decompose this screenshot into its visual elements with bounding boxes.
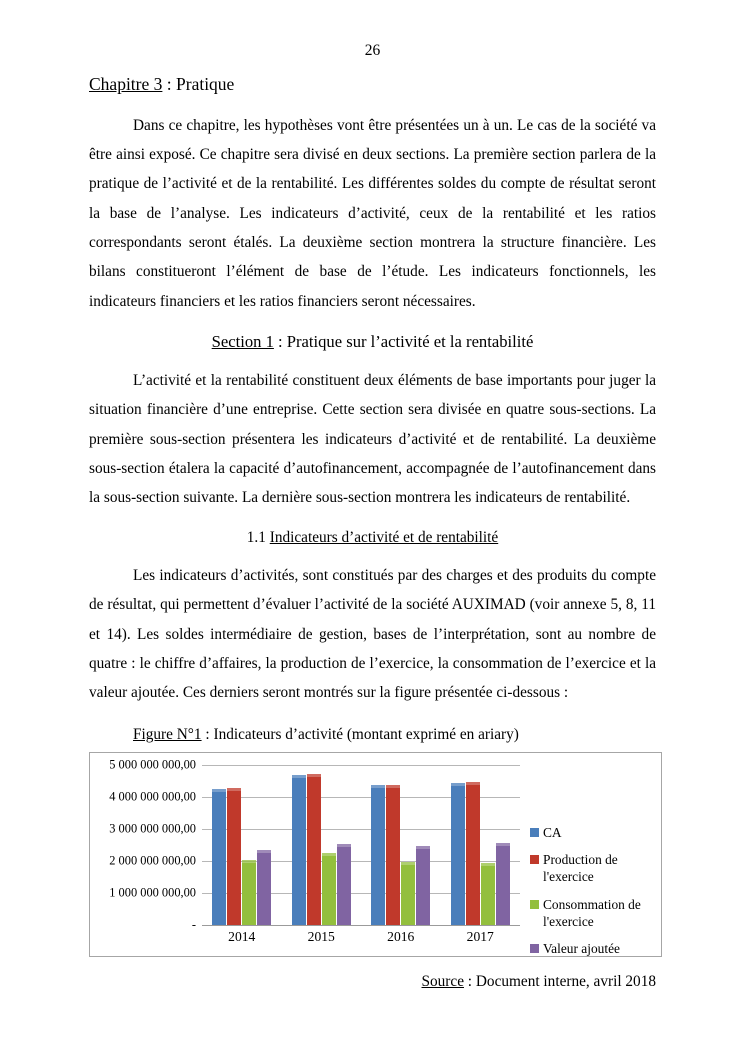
chart-bar-top: [292, 775, 306, 778]
chart-legend-swatch: [530, 944, 539, 953]
chart-legend-label: Production de l'exercice: [543, 852, 618, 885]
chart-y-tick-label: 3 000 000 000,00: [109, 821, 196, 836]
chart-bar-top: [227, 788, 241, 791]
chart-legend-swatch: [530, 900, 539, 909]
chart-legend-item: [530, 941, 658, 958]
chart-bar: [481, 866, 495, 925]
figure-caption: [133, 726, 656, 744]
paragraph-intro: Dans ce chapitre, les hypothèses vont être présentées un à un. Le cas de la société va être ainsi exposé. Ce chapitre sera divisé en deux sections. La première section parlera de la pratique de l’activité et de la rentabilité. Les différentes soldes du compte de résultat seront la base de l’analyse. Les indicateurs d’activité, ceux de la rentabilité et les ratios correspondants seront étalés. La deuxième section montrera la structure financière. Les bilans constitueront l’élément de base de l’étude. Les indicateurs fonctionnels, les indicateurs financiers et les ratios financiers seront nécessaires.: [89, 116, 656, 310]
chart-bar-group: [282, 765, 362, 925]
source-line: [89, 973, 656, 991]
page-number: 26: [364, 42, 381, 59]
chart-bar-top: [322, 853, 336, 856]
section-title-rest: : Pratique sur l’activité et la rentabilité: [273, 332, 534, 352]
chart-bar: [307, 777, 321, 925]
subsection-number: 1.1: [246, 528, 270, 546]
chart-bar-top: [496, 843, 510, 846]
chart-x-label: 2015: [307, 928, 335, 944]
section-title: [89, 332, 656, 352]
chart-x-label: 2017: [466, 928, 494, 944]
section-title-underlined: Section 1: [211, 332, 274, 352]
figure-caption-label: Figure N°1: [133, 725, 202, 743]
chapter-title-rest: : Pratique: [162, 74, 235, 94]
chart-legend-swatch: [530, 855, 539, 864]
chart-bar-top: [257, 850, 271, 853]
chart-bar: [386, 788, 400, 925]
chart-bar: [242, 863, 256, 925]
chart-bar: [416, 849, 430, 925]
chart-bar-top: [451, 783, 465, 786]
chart-legend: [530, 825, 658, 970]
chapter-title: [89, 72, 656, 97]
chart-bar: [212, 792, 226, 925]
source-label: Source: [421, 972, 464, 990]
chart-bar: [227, 791, 241, 925]
chart-x-label: 2014: [228, 928, 256, 944]
subsection-title: [89, 529, 656, 547]
chart-bar-group: [361, 765, 441, 925]
chart-x-axis-labels: [202, 929, 520, 949]
chart-bar: [451, 786, 465, 925]
chart-bar-top: [481, 863, 495, 866]
chapter-title-underlined: Chapitre 3: [89, 74, 163, 94]
chart-bar: [257, 853, 271, 925]
chart-bar-top: [307, 774, 321, 777]
figure-chart: [89, 752, 662, 957]
chart-bar: [292, 778, 306, 925]
chart-bar: [337, 847, 351, 925]
chart-bar-top: [212, 789, 226, 792]
chart-bar: [401, 865, 415, 925]
chart-bar: [496, 846, 510, 925]
chart-bar-top: [466, 782, 480, 785]
chart-gridline: [202, 925, 520, 926]
chart-bar-top: [386, 785, 400, 788]
chart-y-tick-label: 1 000 000 000,00: [109, 885, 196, 900]
chart-legend-item: [530, 825, 658, 842]
page-content: [89, 72, 656, 991]
chart-bar-group: [441, 765, 521, 925]
paragraph-section-intro: L’activité et la rentabilité constituent deux éléments de base importants pour juger la situation financière d’une entreprise. Cette section sera divisée en quatre sous-sections. La première sous-section présentera les indicateurs d’activité et de rentabilité. La deuxième sous-section étalera la capacité d’autofinancement, accompagnée de l’autofinancement dans la sous-section suivante. La dernière sous-section montrera les indicateurs de rentabilité.: [89, 372, 656, 507]
chart-plot-area: [109, 757, 520, 932]
figure-caption-rest: : Indicateurs d’activité (montant exprimé en ariary): [201, 725, 519, 743]
chart-y-tick-label: -: [191, 917, 196, 932]
chart-legend-label: Valeur ajoutée: [543, 941, 620, 957]
chart-legend-label: Consommation de l'exercice: [543, 896, 641, 929]
chart-legend-item: [530, 897, 658, 931]
chart-y-tick-label: 4 000 000 000,00: [109, 789, 196, 804]
chart-legend-label: CA: [543, 824, 562, 840]
chart-legend-swatch: [530, 828, 539, 837]
chart-y-tick-label: 2 000 000 000,00: [109, 853, 196, 868]
subsection-title-text: Indicateurs d’activité et de rentabilité: [269, 528, 499, 546]
chart-bar-group: [202, 765, 282, 925]
chart-bar: [371, 788, 385, 925]
source-text: : Document interne, avril 2018: [463, 972, 656, 990]
chart-bar-top: [337, 844, 351, 847]
chart-y-tick-label: 5 000 000 000,00: [109, 757, 196, 772]
chart-bar: [322, 856, 336, 925]
chart-bar-top: [371, 785, 385, 788]
chart-bar: [466, 785, 480, 925]
chart-legend-item: [530, 852, 658, 886]
chart-bar-top: [242, 860, 256, 863]
chart-bar-top: [401, 862, 415, 865]
chart-bar-top: [416, 846, 430, 849]
paragraph-subsection-body: Les indicateurs d’activités, sont constitués par des charges et des produits du compte de résultat, qui permettent d’évaluer l’activité de la société AUXIMAD (voir annexe 5, 8, 11 et 14). Les soldes intermédiaire de gestion, bases de l’interprétation, sont au nombre de quatre : le chiffre d’affaires, la production de l’exercice, la consommation de l’exercice et la valeur ajoutée. Ces derniers seront montrés sur la figure présentée ci-dessous :: [89, 566, 656, 702]
chart-x-label: 2016: [387, 928, 415, 944]
